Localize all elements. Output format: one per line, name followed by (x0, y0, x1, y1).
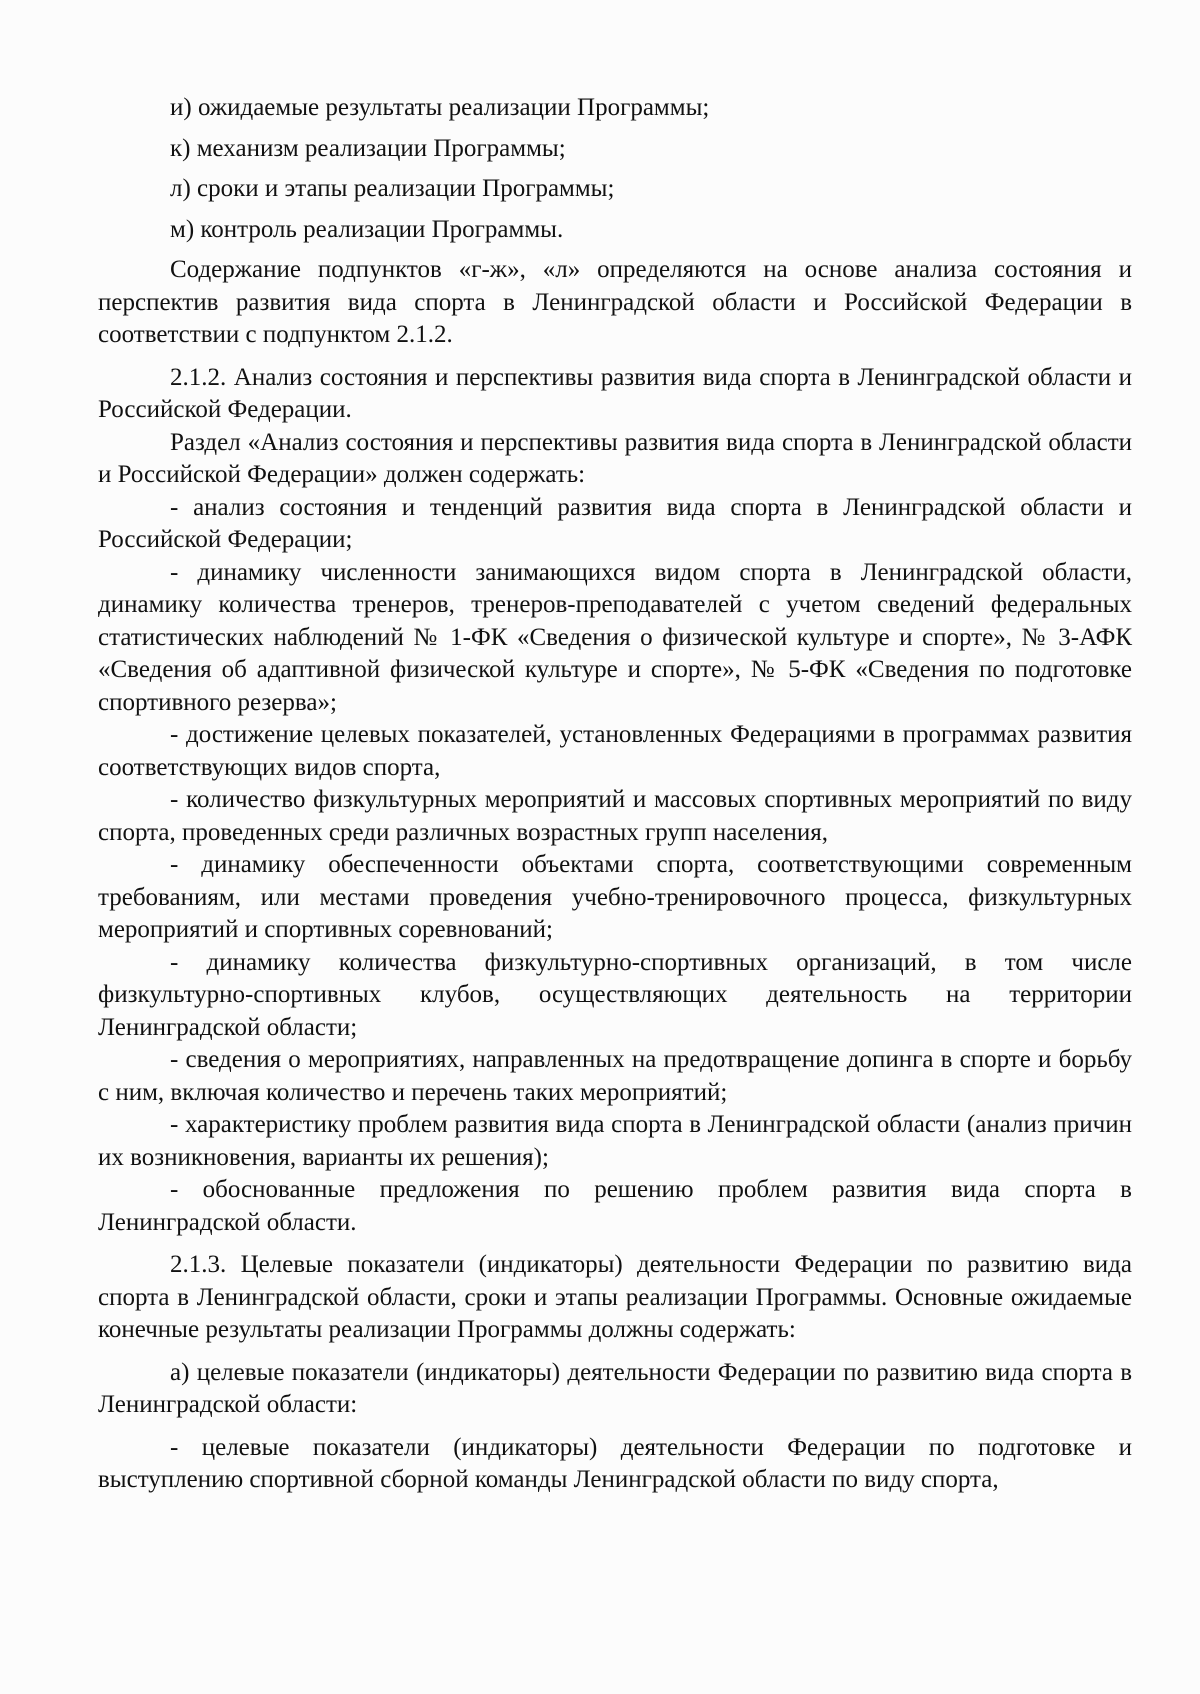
list-item-analysis: - анализ состояния и тенденций развития вида спорта в Ленинградской области и Российской Федерации; (98, 493, 1132, 553)
list-item-proposals: - обоснованные предложения по решению проблем развития вида спорта в Ленинградской области. (98, 1176, 1132, 1236)
list-item-target-indicators: - достижение целевых показателей, установленных Федерациями в программах развития соответствующих видов спорта, (98, 721, 1132, 781)
list-item-problems: - характеристику проблем развития вида спорта в Ленинградской области (анализ причин их возникновения, варианты их решения); (98, 1111, 1132, 1171)
paragraph-item-k: к) механизм реализации Программы; (170, 134, 566, 162)
document-body (98, 92, 1132, 1497)
paragraph-content-note: Содержание подпунктов «г-ж», «л» определяются на основе анализа состояния и перспектив развития вида спорта в Ленинградской области и Российской Федерации в соответствии с подпунктом 2.1.2. (98, 256, 1132, 348)
list-item-facilities-dynamics: - динамику обеспеченности объектами спорта, соответствующими современным требованиям, или местами проведения учебно-тренировочного процесса, физкультурных мероприятий и спортивных соревнований; (98, 851, 1132, 943)
paragraph-item-a: а) целевые показатели (индикаторы) деятельности Федерации по развитию вида спорта в Ленинградской области: (98, 1358, 1132, 1418)
list-item-anti-doping: - сведения о мероприятиях, направленных на предотвращение допинга в спорте и борьбу с ним, включая количество и перечень таких мероприятий; (98, 1046, 1132, 1106)
list-item-participants-dynamics: - динамику численности занимающихся видом спорта в Ленинградской области, динамику количества тренеров, тренеров-преподавателей с учетом сведений федеральных статистических наблюдений № 1-ФК «Сведения о физической культуре и спорте», № 3-АФК «Сведения об адаптивной физической культуре и спорте», № 5-ФК «Сведения по подготовке спортивного резерва»; (98, 558, 1132, 716)
paragraph-item-m: м) контроль реализации Программы. (170, 215, 564, 243)
section-heading-2-1-2: 2.1.2. Анализ состояния и перспективы развития вида спорта в Ленинградской области и Российской Федерации. (98, 363, 1132, 423)
list-item-team-indicators: - целевые показатели (индикаторы) деятельности Федерации по подготовке и выступлению спортивной сборной команды Ленинградской области по виду спорта, (98, 1433, 1132, 1493)
list-item-events-count: - количество физкультурных мероприятий и массовых спортивных мероприятий по виду спорта, проведенных среди различных возрастных групп населения, (98, 786, 1132, 846)
section-heading-2-1-3: 2.1.3. Целевые показатели (индикаторы) деятельности Федерации по развитию вида спорта в Ленинградской области, сроки и этапы реализации Программы. Основные ожидаемые конечные результаты реализации Программы должны содержать: (98, 1251, 1132, 1343)
list-item-organizations-dynamics: - динамику количества физкультурно-спортивных организаций, в том числе физкультурно-спортивных клубов, осуществляющих деятельность на территории Ленинградской области; (98, 948, 1132, 1041)
paragraph-item-l: л) сроки и этапы реализации Программы; (170, 175, 615, 202)
paragraph-section-requirements: Раздел «Анализ состояния и перспективы развития вида спорта в Ленинградской области и Российской Федерации» должен содержать: (98, 428, 1132, 488)
paragraph-item-i: и) ожидаемые результаты реализации Программы; (170, 94, 710, 121)
